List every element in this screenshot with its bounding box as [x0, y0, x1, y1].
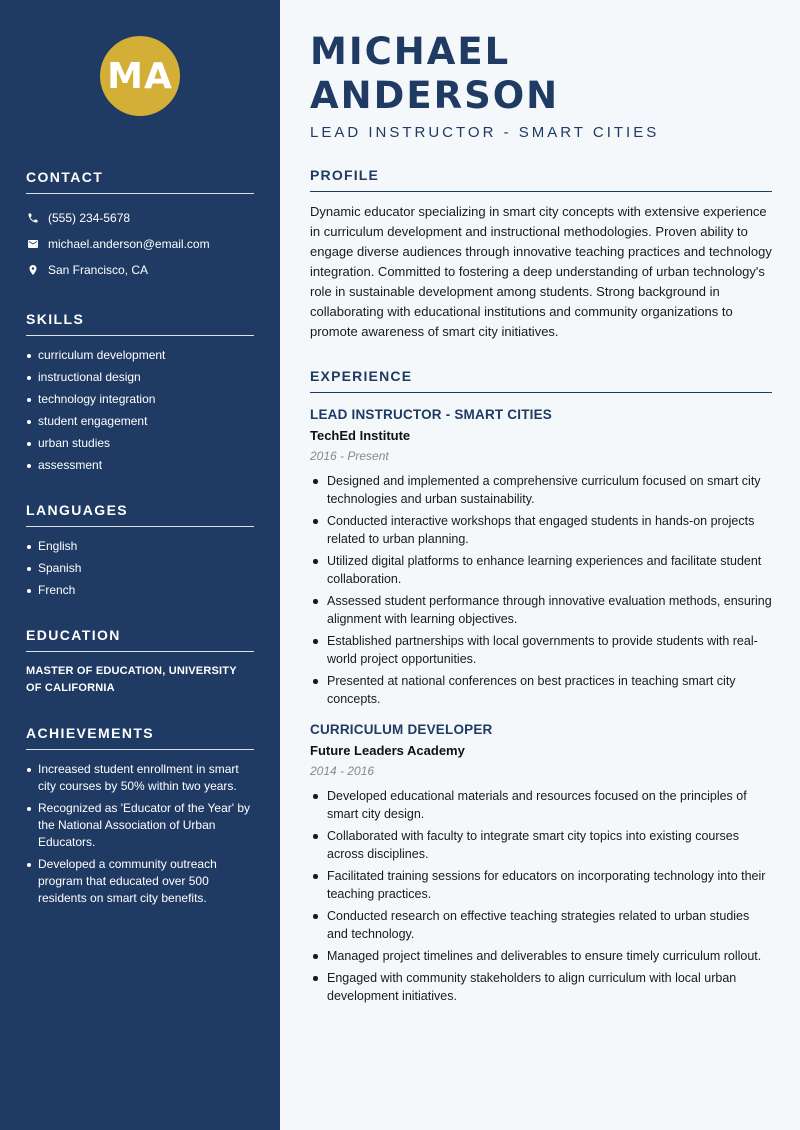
contact-location — [26, 257, 254, 283]
phone-text: (555) 234-5678 — [48, 211, 131, 225]
languages-title: LANGUAGES — [26, 502, 254, 527]
skill-item: curriculum development — [26, 347, 254, 364]
job-bullet: Managed project timelines and deliverables to ensure timely curriculum rollout. — [310, 947, 772, 965]
language-item: English — [26, 538, 254, 555]
achievements-title: ACHIEVEMENTS — [26, 725, 254, 750]
job-title: CURRICULUM DEVELOPER — [310, 722, 493, 737]
job-company: TechEd Institute — [310, 428, 411, 443]
profile-section — [310, 167, 772, 342]
location-text: San Francisco, CA — [48, 263, 149, 277]
job-bullet: Established partnerships with local governments to provide students with real-world project opportunities. — [310, 632, 772, 668]
skills-section — [26, 311, 254, 474]
job-bullet: Designed and implemented a comprehensive curriculum focused on smart city technologies and urban sustainability. — [310, 472, 772, 508]
languages-list — [26, 538, 254, 599]
location-pin-icon — [26, 264, 39, 277]
contact-phone — [26, 205, 254, 231]
skill-item: urban studies — [26, 435, 254, 452]
language-item: Spanish — [26, 560, 254, 577]
education-section — [26, 627, 254, 697]
email-text: michael.anderson@email.com — [48, 237, 210, 251]
achievement-item: Developed a community outreach program that educated over 500 residents on smart city benefits. — [26, 856, 254, 907]
achievement-item: Increased student enrollment in smart city courses by 50% within two years. — [26, 761, 254, 795]
job-bullet: Developed educational materials and resources focused on the principles of smart city design. — [310, 787, 772, 823]
skills-title: SKILLS — [26, 311, 254, 336]
skill-item: instructional design — [26, 369, 254, 386]
experience-title: EXPERIENCE — [310, 368, 772, 393]
achievements-list — [26, 761, 254, 907]
skill-item: technology integration — [26, 391, 254, 408]
achievement-item: Recognized as 'Educator of the Year' by the National Association of Urban Educators. — [26, 800, 254, 851]
education-title: EDUCATION — [26, 627, 254, 652]
job-bullet: Collaborated with faculty to integrate smart city topics into existing courses across disciplines. — [310, 827, 772, 863]
experience-section — [310, 368, 772, 1005]
avatar: MA — [100, 36, 180, 116]
sidebar — [0, 0, 280, 1130]
contact-email — [26, 231, 254, 257]
language-item: French — [26, 582, 254, 599]
profile-text: Dynamic educator specializing in smart city concepts with extensive experience in curriculum development and instructional methodologies. Proven ability to engage diverse audiences through innovative teaching practices and technology integration. Committed to fostering a deep understanding of urban technology's role in sustainable development among students. Strong background in collaborating with educational institutions and community organizations to promote awareness of smart city initiatives. — [310, 204, 772, 339]
job-bullets — [310, 472, 772, 708]
job-bullets — [310, 787, 772, 1005]
skills-list — [26, 347, 254, 474]
profile-title: PROFILE — [310, 167, 772, 192]
phone-icon — [26, 212, 39, 225]
job-bullet: Facilitated training sessions for educators on incorporating technology into their teaching practices. — [310, 867, 772, 903]
job-bullet: Engaged with community stakeholders to align curriculum with local urban development initiatives. — [310, 969, 772, 1005]
job-dates: 2014 - 2016 — [310, 764, 375, 778]
candidate-name: MICHAEL ANDERSON — [310, 30, 560, 117]
achievements-section — [26, 725, 254, 907]
candidate-role: LEAD INSTRUCTOR - SMART CITIES — [310, 124, 660, 141]
job-bullet: Assessed student performance through innovative evaluation methods, ensuring alignment with learning objectives. — [310, 592, 772, 628]
contact-section — [26, 169, 254, 283]
email-icon — [26, 238, 39, 251]
education-degree: MASTER OF EDUCATION, UNIVERSITY OF CALIFORNIA — [26, 665, 237, 694]
languages-section — [26, 502, 254, 599]
job-dates: 2016 - Present — [310, 449, 389, 463]
avatar-wrap — [26, 36, 254, 116]
job-title: LEAD INSTRUCTOR - SMART CITIES — [310, 407, 552, 422]
job-bullet: Utilized digital platforms to enhance learning experiences and facilitate student collaboration. — [310, 552, 772, 588]
job-entry — [310, 407, 772, 708]
job-bullet: Conducted interactive workshops that engaged students in hands-on projects related to urban planning. — [310, 512, 772, 548]
job-company: Future Leaders Academy — [310, 743, 465, 758]
main-content — [280, 0, 800, 1130]
job-bullet: Presented at national conferences on best practices in teaching smart city concepts. — [310, 672, 772, 708]
skill-item: assessment — [26, 457, 254, 474]
job-entry — [310, 722, 772, 1005]
job-bullet: Conducted research on effective teaching strategies related to urban studies and technology. — [310, 907, 772, 943]
contact-title: CONTACT — [26, 169, 254, 194]
skill-item: student engagement — [26, 413, 254, 430]
